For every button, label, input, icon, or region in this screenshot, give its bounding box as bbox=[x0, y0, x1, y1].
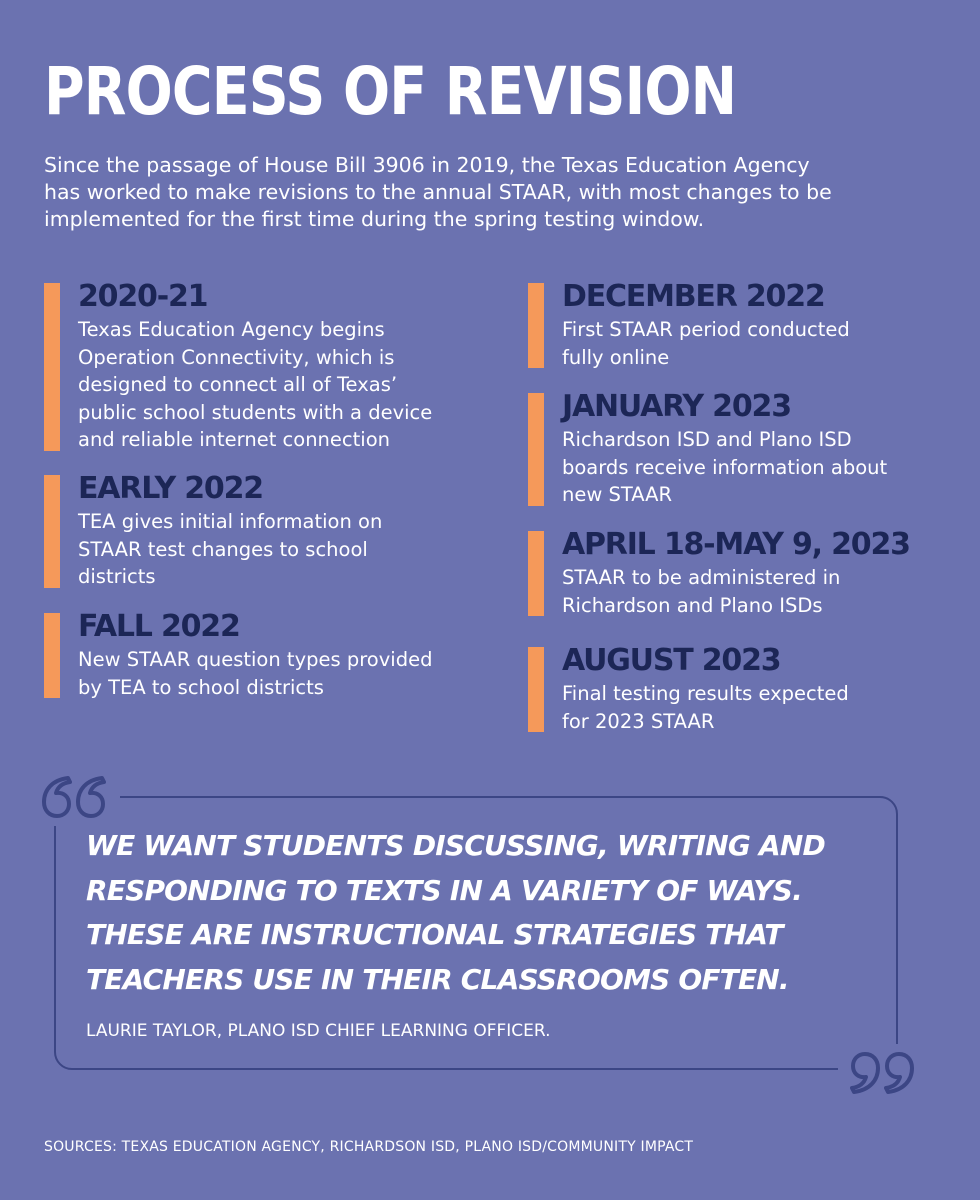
intro-paragraph bbox=[44, 152, 904, 233]
timeline-accent-bar bbox=[44, 475, 60, 588]
timeline-date: DECEMBER 2022 bbox=[562, 279, 825, 314]
page-title: PROCESS OF REVISION bbox=[44, 53, 737, 130]
pull-quote-line: RESPONDING TO TEXTS IN A VARIETY OF WAYS. bbox=[86, 873, 802, 907]
sources-footer: SOURCES: TEXAS EDUCATION AGENCY, RICHARDSON ISD, PLANO ISD/COMMUNITY IMPACT bbox=[44, 1139, 694, 1155]
timeline-date: APRIL 18-MAY 9, 2023 bbox=[562, 527, 910, 562]
timeline-accent-bar bbox=[528, 531, 544, 616]
close-quote-icon bbox=[838, 1044, 920, 1100]
intro-line: has worked to make revisions to the annual STAAR, with most changes to be bbox=[44, 180, 832, 204]
timeline-entry-december-2022 bbox=[528, 280, 850, 371]
timeline-description bbox=[78, 508, 382, 591]
timeline-entry-august-2023 bbox=[528, 644, 849, 735]
timeline-accent-bar bbox=[528, 283, 544, 368]
timeline-description-line: by TEA to school districts bbox=[78, 675, 324, 699]
timeline-entry-fall-2022 bbox=[44, 610, 432, 701]
intro-line: Since the passage of House Bill 3906 in 2019, the Texas Education Agency bbox=[44, 153, 810, 177]
timeline-description bbox=[562, 680, 849, 735]
timeline-description-line: STAAR test changes to school bbox=[78, 537, 368, 561]
timeline-description-line: Final testing results expected bbox=[562, 682, 849, 705]
timeline-description-line: New STAAR question types provided bbox=[78, 648, 433, 671]
timeline-accent-bar bbox=[44, 283, 60, 451]
timeline-description bbox=[562, 426, 887, 509]
intro-line: implemented for the first time during the spring testing window. bbox=[44, 207, 705, 231]
timeline-description bbox=[562, 564, 910, 619]
timeline-description-line: Richardson and Plano ISDs bbox=[562, 593, 823, 617]
pull-quote-line: WE WANT STUDENTS DISCUSSING, WRITING AND bbox=[86, 829, 825, 862]
timeline-accent-bar bbox=[44, 613, 60, 698]
timeline-description-line: Texas Education Agency begins bbox=[78, 318, 385, 341]
timeline-entry-2020-21 bbox=[44, 280, 432, 454]
timeline-description bbox=[78, 646, 432, 701]
timeline-description-line: public school students with a device bbox=[78, 400, 433, 424]
pull-quote bbox=[86, 824, 825, 1002]
timeline-description-line: boards receive information about bbox=[562, 455, 888, 479]
timeline-description-line: Richardson ISD and Plano ISD bbox=[562, 428, 852, 451]
timeline-description-line: and reliable internet connection bbox=[78, 428, 390, 451]
timeline-accent-bar bbox=[528, 647, 544, 732]
timeline-description-line: districts bbox=[78, 565, 156, 588]
timeline-description-line: Operation Connectivity, which is bbox=[78, 345, 395, 369]
timeline-date: FALL 2022 bbox=[78, 609, 240, 644]
timeline-description-line: new STAAR bbox=[562, 483, 673, 506]
timeline-entry-early-2022 bbox=[44, 472, 382, 591]
timeline-date: 2020-21 bbox=[78, 279, 208, 314]
pull-quote-line: THESE ARE INSTRUCTIONAL STRATEGIES THAT bbox=[86, 918, 783, 951]
timeline-description-line: First STAAR period conducted bbox=[562, 318, 850, 341]
timeline-entry-april-may-2023 bbox=[528, 528, 910, 619]
timeline-date: JANUARY 2023 bbox=[562, 389, 791, 424]
timeline-date: AUGUST 2023 bbox=[562, 643, 781, 678]
timeline-description-line: STAAR to be administered in bbox=[562, 566, 841, 589]
open-quote-icon bbox=[38, 770, 120, 826]
quote-attribution: LAURIE TAYLOR, PLANO ISD CHIEF LEARNING OFFICER. bbox=[86, 1021, 551, 1041]
timeline-entry-january-2023 bbox=[528, 390, 887, 509]
timeline-description-line: fully online bbox=[562, 345, 670, 369]
timeline-accent-bar bbox=[528, 393, 544, 506]
timeline-description bbox=[78, 316, 432, 454]
timeline-description-line: TEA gives initial information on bbox=[78, 510, 383, 533]
timeline-description bbox=[562, 316, 850, 371]
pull-quote-line: TEACHERS USE IN THEIR CLASSROOMS OFTEN. bbox=[86, 962, 789, 996]
timeline-description-line: designed to connect all of Texas’ bbox=[78, 373, 398, 396]
timeline-description-line: for 2023 STAAR bbox=[562, 709, 715, 733]
timeline-date: EARLY 2022 bbox=[78, 471, 263, 506]
